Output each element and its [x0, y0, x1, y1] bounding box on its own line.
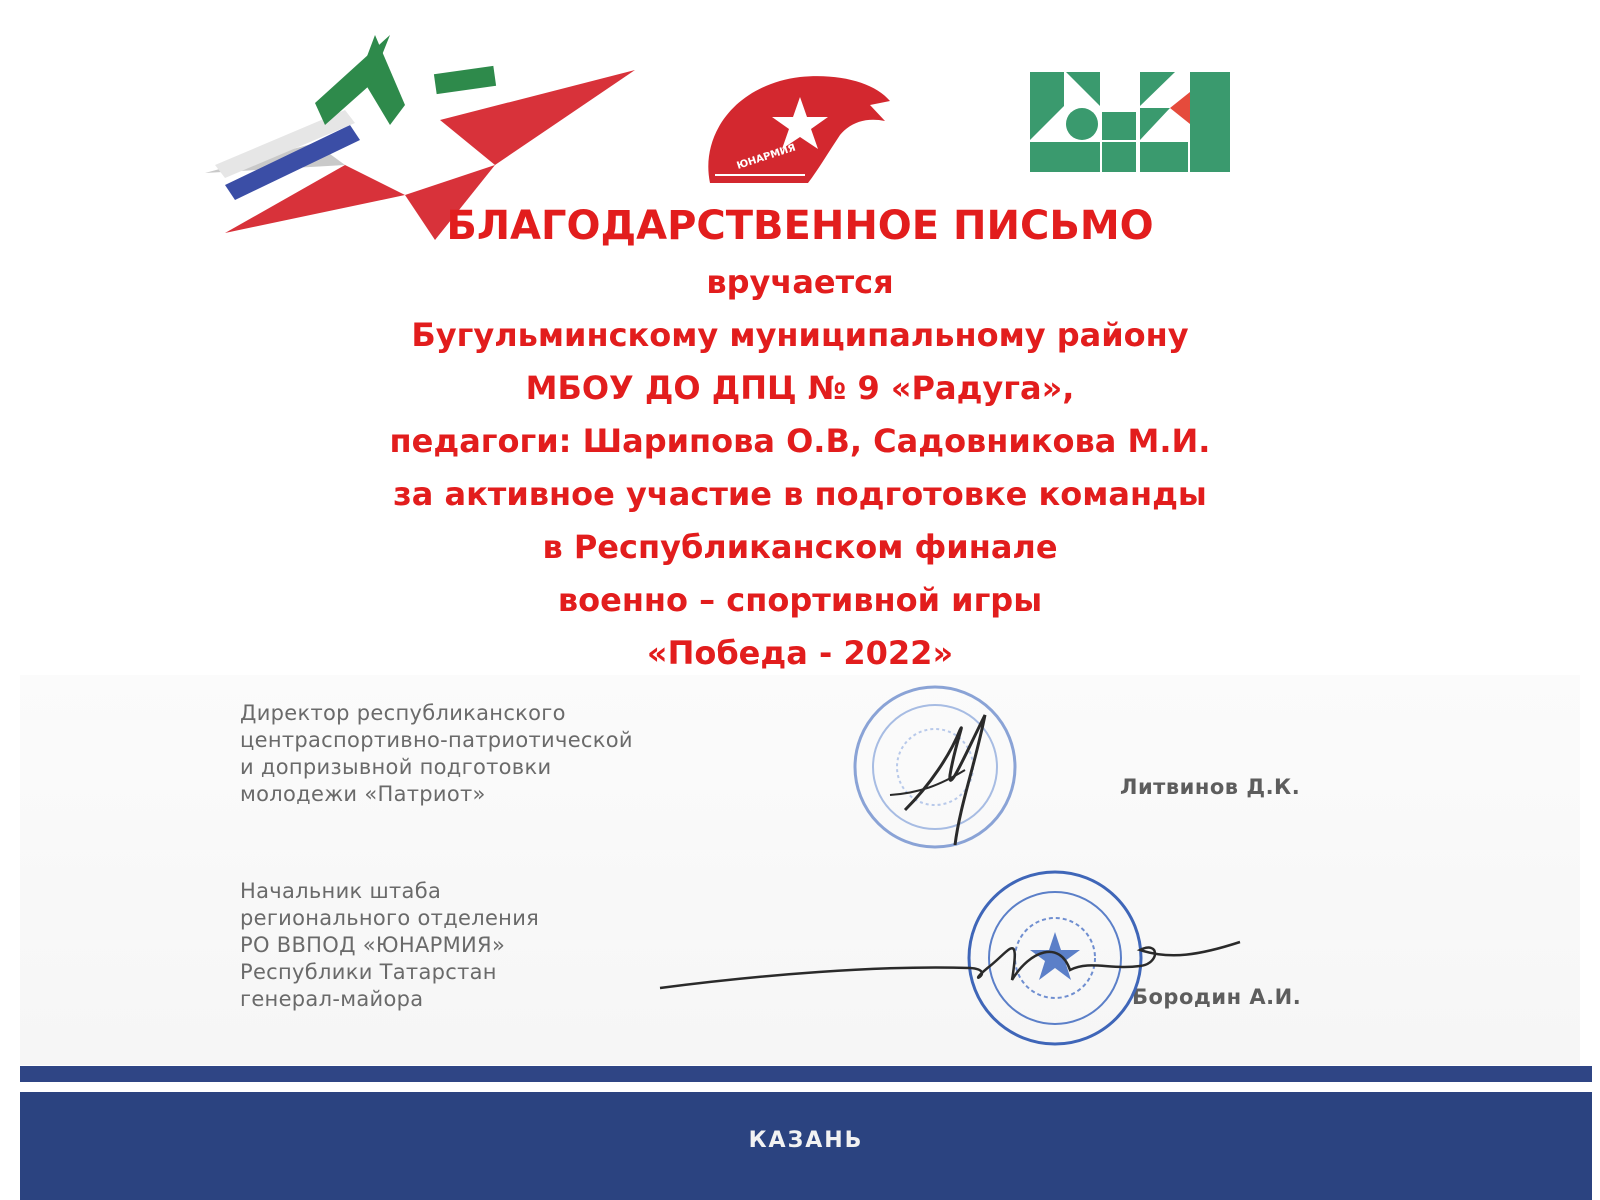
signatory-name-2: Бородин А.И. [1132, 985, 1302, 1009]
yunarmia-logo-text: ЮНАРМИЯ [735, 142, 798, 172]
signatory-position-2: Начальник штаба регионального отделения РО ВВПОД «ЮНАРМИЯ» Республики Татарстан генерал-майора [240, 879, 540, 1011]
official-stamp-1 [790, 675, 1080, 855]
letter-line-school: МБОУ ДО ДПЦ № 9 «Радуга», [525, 369, 1075, 407]
letter-title: БЛАГОДАРСТВЕННОЕ ПИСЬМО [446, 203, 1154, 249]
letter-line-game: военно – спортивной игры [557, 581, 1043, 619]
official-stamp-2 [640, 870, 1260, 1050]
yunarmia-eagle-logo [690, 65, 900, 190]
letter-text-block [300, 196, 1300, 680]
signatory-name-1: Литвинов Д.К. [1120, 775, 1301, 799]
letter-line-event: «Победа - 2022» [646, 634, 954, 672]
letter-line-final: в Республиканском финале [542, 528, 1058, 566]
footer-city: КАЗАНЬ [748, 1128, 864, 1153]
letter-line-reason: за активное участие в подготовке команды [393, 475, 1207, 513]
signature-section [20, 675, 1580, 1065]
letter-line-presented: вручается [706, 263, 894, 301]
footer-stripe [20, 1066, 1592, 1082]
signatory-position-1: Директор республиканского центраспортивно-патриотической и допризывной подготовки молодежи «Патриот» [240, 701, 633, 806]
footer-band [20, 1092, 1592, 1200]
letter-line-district: Бугульминскому муниципальному району [411, 316, 1189, 354]
letter-line-teachers: педагоги: Шарипова О.В, Садовникова М.И. [389, 422, 1211, 460]
ministry-m-logo [1030, 72, 1235, 172]
